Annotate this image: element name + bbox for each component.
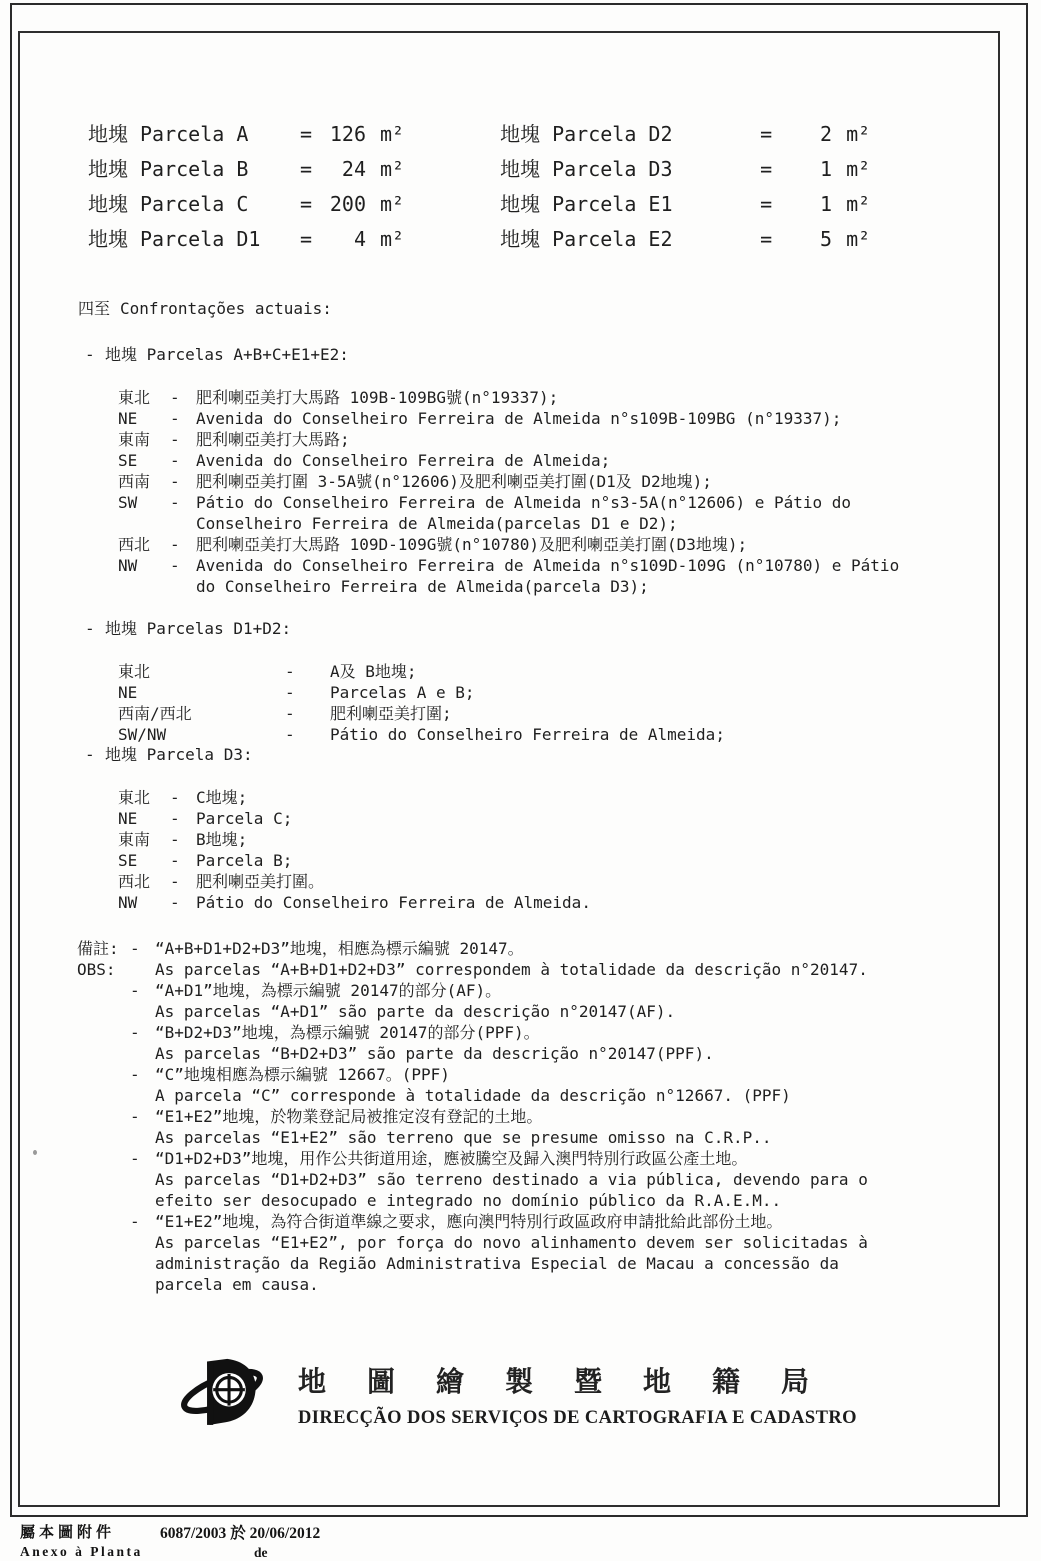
boundary-text: Pátio do Conselheiro Ferreira de Almeida n°s3-5A(n°12606) e Pátio do Conselheiro Ferreira de Almeida(parcelas D1 e D2);	[196, 493, 852, 533]
table-row	[500, 223, 870, 258]
observation-zh: “A+D1”地塊，為標示編號 20147的部分(AF)。	[155, 981, 502, 1000]
footer-annex-zh: 屬本圖附件	[20, 1525, 116, 1541]
confrontation-row	[118, 429, 909, 450]
dash-separator: -	[285, 704, 295, 723]
parcel-zh-label: 地塊	[88, 122, 128, 146]
parcel-area-unit: m²	[846, 157, 871, 181]
footer-ref-line	[160, 1521, 320, 1543]
observations-section	[77, 938, 868, 1295]
direction-label: 東北	[118, 662, 151, 681]
dash-separator: -	[170, 851, 180, 870]
group-entries	[118, 787, 591, 913]
direction-label: NE	[118, 409, 138, 428]
boundary-text: Avenida do Conselheiro Ferreira de Almeida;	[196, 451, 611, 470]
observations-label-zh: 備註:	[77, 939, 119, 958]
agency-name-zh: 地圖繪製暨地籍局	[298, 1367, 851, 1398]
boundary-text: 肥利喇亞美打大馬路 109B-109BG號(n°19337);	[196, 388, 559, 407]
observation-item	[155, 1106, 868, 1148]
boundary-text: 肥利喇亞美打圍 3-5A號(n°12606)及肥利喇亞美打圍(D1及 D2地塊);	[196, 472, 712, 491]
observation-zh: “E1+E2”地塊，為符合街道準線之要求，應向澳門特別行政區政府申請批給此部份土地。	[155, 1212, 783, 1231]
direction-label: SW	[118, 493, 138, 512]
boundary-text: Avenida do Conselheiro Ferreira de Almeida n°s109B-109BG (n°19337);	[196, 409, 842, 428]
agency-name-pt: DIRECÇÃO DOS SERVIÇOS DE CARTOGRAFIA E CADASTRO	[298, 1408, 857, 1428]
parcel-name: Parcela D3	[552, 157, 673, 181]
observation-item	[155, 1022, 868, 1064]
equals-sign: =	[760, 122, 773, 146]
boundary-text: 肥利喇亞美打圍;	[330, 704, 452, 723]
date-prep-pt: de	[254, 1545, 268, 1560]
observation-zh: “C”地塊相應為標示編號 12667。(PPF)	[155, 1065, 450, 1084]
confrontations-heading-pt: Confrontações actuais:	[120, 299, 332, 318]
dash-bullet: -	[85, 745, 95, 764]
parcel-name: Parcela B	[140, 157, 249, 181]
confrontation-row	[118, 492, 909, 534]
direction-label: NW	[118, 556, 138, 575]
equals-sign: =	[300, 227, 313, 251]
parcel-zh-label: 地塊	[500, 227, 541, 251]
dash-separator: -	[170, 893, 180, 912]
parcel-zh-label: 地塊	[500, 192, 541, 216]
parcel-area-unit: m²	[846, 227, 871, 251]
dash-bullet: -	[85, 619, 95, 638]
parcel-zh-label: 地塊	[88, 192, 128, 216]
parcel-area-value: 126	[329, 122, 366, 146]
equals-sign: =	[300, 122, 313, 146]
cartography-globe-d-logo-icon	[178, 1356, 266, 1434]
dash-bullet: -	[130, 1149, 140, 1168]
direction-label: 西北	[118, 872, 151, 891]
parcel-area-value: 1	[820, 157, 833, 181]
table-row	[88, 118, 404, 153]
dash-separator: -	[170, 788, 180, 807]
confrontation-row	[118, 471, 909, 492]
dash-separator: -	[170, 809, 180, 828]
direction-label: NW	[118, 893, 138, 912]
dash-separator: -	[170, 556, 180, 575]
dash-separator: -	[170, 388, 180, 407]
confrontation-row	[118, 892, 591, 913]
observation-pt: A parcela “C” corresponde à totalidade da descrição n°12667. (PPF)	[155, 1086, 791, 1105]
direction-label: 西南	[118, 472, 151, 491]
direction-label: 西北	[118, 535, 151, 554]
parcel-zh-label: 地塊	[500, 157, 541, 181]
footer-annex-pt: Anexo à Planta	[20, 1544, 143, 1559]
observation-zh: “B+D2+D3”地塊，為標示編號 20147的部分(PPF)。	[155, 1023, 540, 1042]
confrontation-row	[118, 408, 909, 429]
table-row	[88, 188, 404, 223]
observation-pt: As parcelas “D1+D2+D3” são terreno destinado a via pública, devendo para o efeito ser desocupado e integrado no domínio público da R.A.E.M..	[155, 1170, 868, 1210]
parcel-name: Parcela E2	[552, 227, 673, 251]
parcel-area-unit: m²	[380, 192, 405, 216]
confrontation-row	[118, 387, 909, 408]
boundary-text: Avenida do Conselheiro Ferreira de Almeida n°s109D-109G (n°10780) e Pátio do Conselheiro Ferreira de Almeida(parcela D3);	[196, 556, 900, 596]
confrontation-row	[118, 703, 725, 724]
parcel-zh-label: 地塊	[88, 157, 128, 181]
parcel-name: Parcela C	[140, 192, 249, 216]
confrontation-row	[118, 534, 909, 555]
direction-label: SW/NW	[118, 725, 167, 744]
dash-bullet: -	[130, 1107, 140, 1126]
confrontation-row	[118, 450, 909, 471]
observations-label	[77, 938, 130, 980]
confrontation-row	[118, 787, 591, 808]
table-row	[88, 223, 404, 258]
dash-bullet: -	[130, 981, 140, 1000]
observation-pt: As parcelas “A+D1” são parte da descrição n°20147(AF).	[155, 1002, 676, 1021]
observation-pt: As parcelas “B+D2+D3” são parte da descrição n°20147(PPF).	[155, 1044, 714, 1063]
observation-zh: “D1+D2+D3”地塊，用作公共街道用途，應被騰空及歸入澳門特別行政區公產土地。	[155, 1149, 748, 1168]
parcel-area-column-right	[500, 118, 870, 258]
boundary-text: B地塊;	[196, 830, 248, 849]
group-entries	[118, 387, 909, 597]
parcel-area-column-left	[88, 118, 404, 258]
table-row	[500, 118, 870, 153]
observation-item	[155, 1064, 868, 1106]
parcel-area-unit: m²	[380, 122, 405, 146]
equals-sign: =	[300, 192, 313, 216]
parcel-area-unit: m²	[846, 122, 871, 146]
agency-block	[178, 1356, 857, 1434]
observation-zh: “A+B+D1+D2+D3”地塊，相應為標示編號 20147。	[155, 939, 524, 958]
footer-annex-label	[20, 1521, 143, 1560]
dash-separator: -	[170, 872, 180, 891]
observation-pt: As parcelas “E1+E2”, por força do novo alinhamento devem ser solicitadas à administração da Região Administrativa Especial de Macau a concessão da parcela em causa.	[155, 1233, 868, 1294]
parcel-area-value: 4	[353, 227, 366, 251]
table-row	[500, 188, 870, 223]
direction-label: SE	[118, 851, 138, 870]
parcel-area-table	[88, 118, 870, 258]
group-title-text: 地塊 Parcelas A+B+C+E1+E2:	[105, 345, 349, 364]
dash-bullet: -	[130, 1023, 140, 1042]
parcel-zh-label: 地塊	[88, 227, 128, 251]
group-title	[85, 744, 591, 765]
dash-separator: -	[285, 725, 295, 744]
confrontation-group-d1d2	[85, 618, 725, 745]
dash-bullet: -	[130, 1212, 140, 1231]
observation-pt: As parcelas “A+B+D1+D2+D3” correspondem à totalidade da descrição n°20147.	[155, 960, 868, 979]
dash-separator: -	[170, 535, 180, 554]
confrontation-row	[118, 682, 725, 703]
parcel-area-unit: m²	[380, 157, 405, 181]
group-entries	[118, 661, 725, 745]
direction-label: NE	[118, 683, 138, 702]
direction-label: 東北	[118, 788, 151, 807]
dash-separator: -	[170, 472, 180, 491]
parcel-name: Parcela D2	[552, 122, 673, 146]
parcel-area-value: 200	[329, 192, 366, 216]
boundary-text: C地塊;	[196, 788, 248, 807]
boundary-text: 肥利喇亞美打大馬路;	[196, 430, 350, 449]
parcel-zh-label: 地塊	[500, 122, 541, 146]
dash-separator: -	[170, 430, 180, 449]
confrontation-row	[118, 661, 725, 682]
observation-zh: “E1+E2”地塊，於物業登記局被推定沒有登記的土地。	[155, 1107, 543, 1126]
parcel-area-unit: m²	[380, 227, 405, 251]
direction-label: SE	[118, 451, 138, 470]
boundary-text: Parcela B;	[196, 851, 293, 870]
equals-sign: =	[760, 227, 773, 251]
group-title-text: 地塊 Parcelas D1+D2:	[105, 619, 292, 638]
dash-separator: -	[285, 662, 295, 681]
boundary-text: Pátio do Conselheiro Ferreira de Almeida.	[196, 893, 591, 912]
parcel-name: Parcela D1	[140, 227, 261, 251]
dash-separator: -	[170, 493, 180, 512]
table-row	[88, 153, 404, 188]
observation-item	[155, 1211, 868, 1295]
equals-sign: =	[760, 192, 773, 216]
footer-plan-reference	[160, 1521, 320, 1561]
confrontation-row	[118, 555, 909, 597]
group-title	[85, 344, 909, 365]
direction-label: 東南	[118, 830, 151, 849]
confrontation-group-abce1e2	[85, 344, 909, 597]
confrontations-heading	[78, 296, 332, 319]
confrontation-row	[118, 829, 591, 850]
parcel-area-value: 2	[820, 122, 833, 146]
dash-separator: -	[285, 683, 295, 702]
equals-sign: =	[300, 157, 313, 181]
boundary-text: 肥利喇亞美打大馬路 109D-109G號(n°10780)及肥利喇亞美打圍(D3地塊);	[196, 535, 748, 554]
confrontation-group-d3	[85, 744, 591, 913]
confrontation-row	[118, 871, 591, 892]
group-title	[85, 618, 725, 639]
equals-sign: =	[760, 157, 773, 181]
dash-bullet: -	[130, 939, 140, 958]
boundary-text: Parcela C;	[196, 809, 293, 828]
dash-separator: -	[170, 409, 180, 428]
parcel-area-unit: m²	[846, 192, 871, 216]
group-title-text: 地塊 Parcela D3:	[105, 745, 253, 764]
table-row	[500, 153, 870, 188]
boundary-text: A及 B地塊;	[330, 662, 417, 681]
observations-label-pt: OBS:	[77, 960, 116, 979]
parcel-name: Parcela A	[140, 122, 249, 146]
confrontation-row	[118, 850, 591, 871]
confrontations-heading-zh: 四至	[78, 299, 111, 318]
boundary-text: 肥利喇亞美打圍。	[196, 872, 325, 891]
parcel-name: Parcela E1	[552, 192, 673, 216]
agency-name	[298, 1356, 857, 1429]
dash-separator: -	[170, 830, 180, 849]
observation-item	[155, 1148, 868, 1211]
plan-number: 6087/2003	[160, 1525, 227, 1542]
boundary-text: Parcelas A e B;	[330, 683, 475, 702]
dash-separator: -	[170, 451, 180, 470]
dash-bullet: -	[130, 1065, 140, 1084]
boundary-text: Pátio do Conselheiro Ferreira de Almeida;	[330, 725, 725, 744]
observation-item	[155, 938, 868, 980]
confrontation-row	[118, 724, 725, 745]
parcel-area-value: 5	[820, 227, 833, 251]
date-prep-zh: 於	[230, 1525, 246, 1542]
direction-label: 東北	[118, 388, 151, 407]
parcel-area-value: 1	[820, 192, 833, 216]
direction-label: 西南/西北	[118, 704, 192, 723]
plan-date: 20/06/2012	[249, 1525, 321, 1542]
direction-label: 東南	[118, 430, 151, 449]
dash-bullet: -	[85, 345, 95, 364]
observation-pt: As parcelas “E1+E2” são terreno que se presume omisso na C.R.P..	[155, 1128, 772, 1147]
scan-artifact-dot	[33, 1150, 37, 1155]
confrontation-row	[118, 808, 591, 829]
parcel-area-value: 24	[341, 157, 366, 181]
observation-item	[155, 980, 868, 1022]
direction-label: NE	[118, 809, 138, 828]
